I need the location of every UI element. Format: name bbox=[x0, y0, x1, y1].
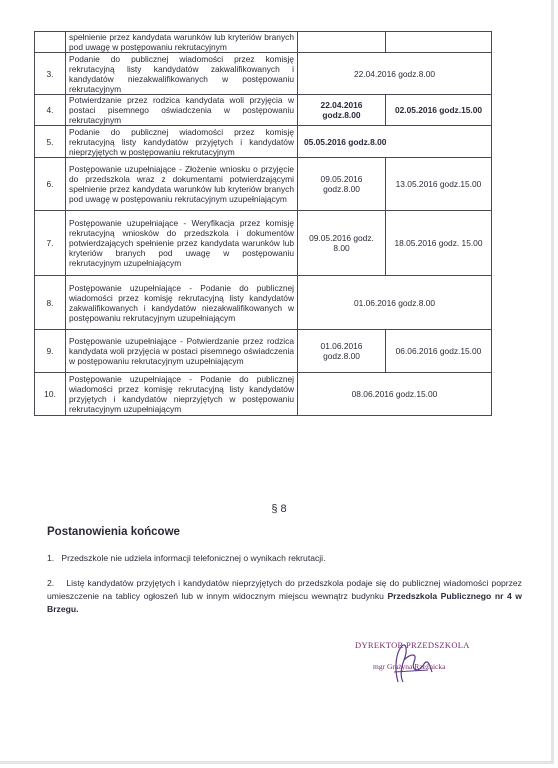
table-row bbox=[35, 126, 492, 158]
row-number: 5. bbox=[35, 126, 66, 158]
stage-description: Postępowanie uzupełniające - Potwierdzanie przez rodzica kandydata woli przyjęcia w postaci pisemnego oświadczenia w postępowaniu rekrutacyjnym uzupełniającym bbox=[66, 330, 298, 373]
section-number: § 8 bbox=[271, 503, 287, 515]
list-item-number: 1. bbox=[47, 553, 55, 563]
list-item-text: Przedszkole nie udziela informacji telefonicznej o wynikach rekrutacji. bbox=[61, 553, 326, 563]
list-item-bold-text: Przedszkola Publicznego nr 4 w Brzegu. bbox=[47, 591, 522, 614]
date-start: 09.05.2016 godz. 8.00 bbox=[298, 211, 386, 276]
handwritten-signature bbox=[388, 642, 436, 686]
row-number: 10. bbox=[35, 373, 66, 416]
row-number: 8. bbox=[35, 276, 66, 330]
row-number bbox=[35, 32, 66, 53]
stage-description: Postępowanie uzupełniające - Złożenie wniosku o przyjęcie do przedszkola wraz z dokumentami potwierdzającymi spełnienie przez kandydata warunków lub kryteriów branych pod uwagę w postępowaniu rekrutacyjnym uzupełniającym bbox=[66, 158, 298, 211]
stage-description: Postępowanie uzupełniające - Podanie do publicznej wiadomości przez komisję rekrutacyjną listy kandydatów przyjętych i kandydatów nieprzyjętych w postępowaniu rekrutacyjnym uzupełniającym bbox=[66, 373, 298, 416]
table-row bbox=[35, 53, 492, 95]
recruitment-schedule-table bbox=[34, 31, 492, 416]
table-row bbox=[35, 32, 492, 53]
stage-description: Postępowanie uzupełniające - Weryfikacja przez komisję rekrutacyjną wniosków do przedszkola i dokumentów potwierdzających spełnienie przez kandydata warunków lub kryteriów branych pod uwagę w postępowaniu rekrutacyjnym uzupełniającym bbox=[66, 211, 298, 276]
date-end: 06.06.2016 godz.15.00 bbox=[386, 330, 492, 373]
date-start: 09.05.2016 godz.8.00 bbox=[298, 158, 386, 211]
stage-description: Podanie do publicznej wiadomości przez komisję rekrutacyjną listy kandydatów przyjętych i kandydatów nieprzyjętych w postępowaniu rekrutacyjnym bbox=[66, 126, 298, 158]
date-start: 22.04.2016 godz.8.00 bbox=[298, 95, 386, 126]
stage-description: Potwierdzanie przez rodzica kandydata woli przyjęcia w postaci pisemnego oświadczenia w postępowaniu rekrutacyjnym bbox=[66, 95, 298, 126]
stage-description: Postępowanie uzupełniające - Podanie do publicznej wiadomości przez komisję rekrutacyjną listy kandydatów zakwalifikowanych i kandydatów niezakwalifikowanych w postępowaniu rekrutacyjnym uzupełniającym bbox=[66, 276, 298, 330]
date-merged: 05.05.2016 godz.8.00 bbox=[298, 126, 492, 158]
stamp-name: mgr Grażyna Rzeźnicka bbox=[373, 662, 446, 671]
list-item-number: 2. bbox=[47, 578, 55, 588]
date-merged: 22.04.2016 godz.8.00 bbox=[298, 53, 492, 95]
table-row bbox=[35, 158, 492, 211]
date-merged: 01.06.2016 godz.8.00 bbox=[298, 276, 492, 330]
stage-description: Podanie do publicznej wiadomości przez komisję rekrutacyjną listy kandydatów zakwalifikowanych i kandydatów niezakwalifikowanych w postępowaniu rekrutacyjnym bbox=[66, 53, 298, 95]
list-item-text: Listę kandydatów przyjętych i kandydatów nieprzyjętych do przedszkola podaje się do publicznej wiadomości poprzez umieszczenie na tablicy ogłoszeń lub w innym widocznym miejscu wewnątrz budynku bbox=[47, 578, 522, 601]
section-title: Postanowienia końcowe bbox=[47, 526, 180, 538]
table-row bbox=[35, 276, 492, 330]
stage-description: spełnienie przez kandydata warunków lub kryteriów branych pod uwagę w postępowaniu rekrutacyjnym bbox=[66, 32, 298, 53]
row-number: 6. bbox=[35, 158, 66, 211]
row-number: 3. bbox=[35, 53, 66, 95]
date-end: 13.05.2016 godz.15.00 bbox=[386, 158, 492, 211]
table-row bbox=[35, 211, 492, 276]
date-start bbox=[298, 32, 386, 53]
table-row bbox=[35, 330, 492, 373]
row-number: 7. bbox=[35, 211, 66, 276]
list-item-1 bbox=[47, 552, 517, 565]
table-row bbox=[35, 95, 492, 126]
date-merged: 08.06.2016 godz.15.00 bbox=[298, 373, 492, 416]
stamp-title: DYREKTOR PRZEDSZKOLA bbox=[355, 640, 470, 650]
date-end: 18.05.2016 godz. 15.00 bbox=[386, 211, 492, 276]
row-number: 4. bbox=[35, 95, 66, 126]
date-end: 02.05.2016 godz.15.00 bbox=[386, 95, 492, 126]
date-end bbox=[386, 32, 492, 53]
date-start: 01.06.2016 godz.8.00 bbox=[298, 330, 386, 373]
list-item-2 bbox=[47, 577, 522, 616]
table-row bbox=[35, 373, 492, 416]
row-number: 9. bbox=[35, 330, 66, 373]
